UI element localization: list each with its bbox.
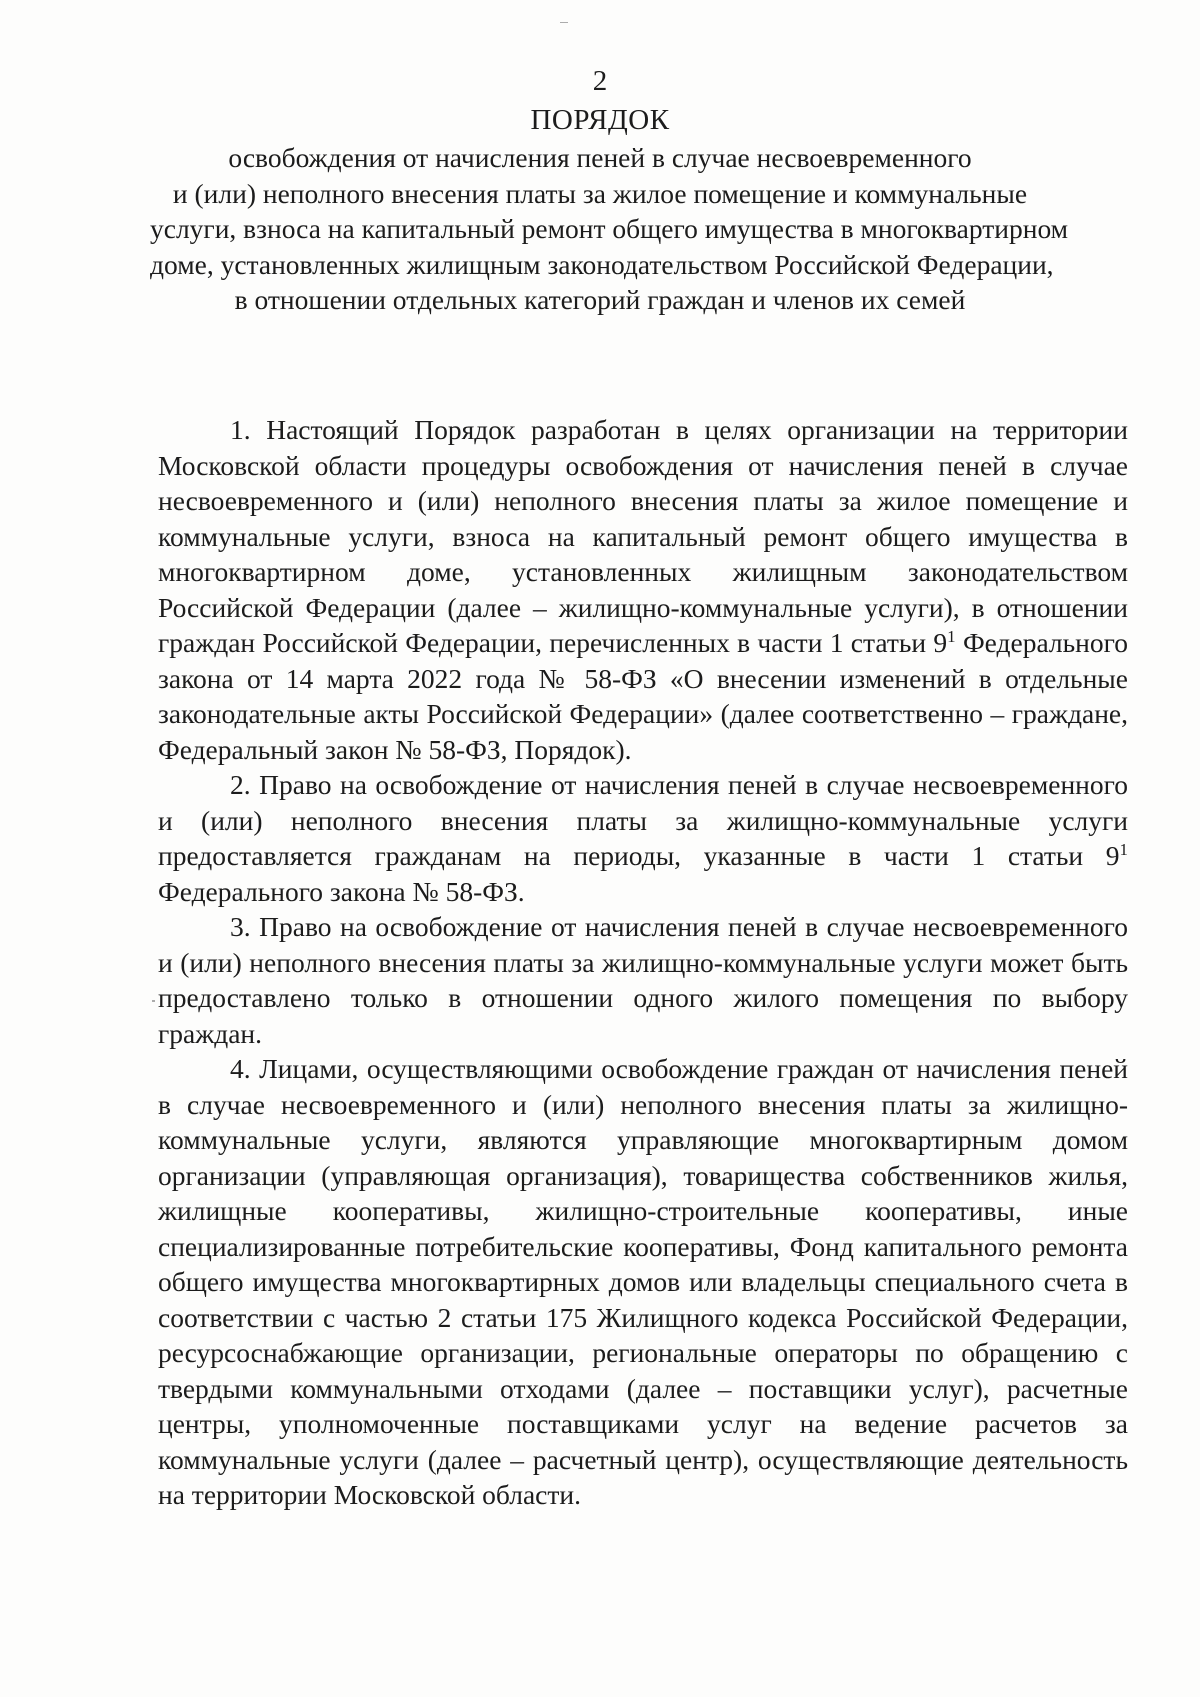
subtitle-line: доме, установленных жилищным законодательством Российской Федерации, [150, 248, 1054, 280]
subtitle-line: и (или) неполного внесения платы за жилое помещение и коммунальные [172, 177, 1028, 209]
paragraph-1 [158, 412, 1128, 767]
subtitle-line: в отношении отдельных категорий граждан и членов их семей [234, 284, 966, 315]
subtitle-line: освобождения от начисления пеней в случае несвоевременного [228, 142, 972, 173]
page-number: 2 [592, 65, 608, 97]
document-subtitle [150, 140, 1069, 318]
scan-speck [560, 22, 568, 23]
paragraph-4 [158, 1051, 1128, 1513]
paragraph-text: Федерального закона № 58-ФЗ. [158, 875, 525, 907]
paragraph-text: 1. Настоящий Порядок разработан в целях организации на территории Московской области процедуры освобождения от начисления пеней в случае несвоевременного и (или) неполного внесения платы за жилое помещение и коммунальные услуги, взноса на капитальный ремонт общего имущества в многоквартирном доме, установленных жилищным законодательством Российской Федерации (далее – жилищно-коммунальные услуги), в отношении граждан Российской Федерации, перечисленных в части 1 статьи 9 [158, 414, 1128, 658]
subtitle-line: услуги, взноса на капитальный ремонт общего имущества в многоквартирном [150, 213, 1069, 244]
paragraph-3 [158, 909, 1128, 1051]
paragraph-2 [158, 767, 1128, 909]
superscript: 1 [1119, 839, 1128, 859]
superscript: 1 [947, 626, 956, 646]
document-body [158, 412, 1128, 1513]
paragraph-text: 4. Лицами, осуществляющими освобождение граждан от начисления пеней в случае несвоевременного и (или) неполного внесения платы за жилищно-коммунальные услуги, являются управляющие многоквартирным домом организации (управляющая организация), товарищества собственников жилья, жилищные кооперативы, жилищно-строительные кооперативы, иные специализированные потребительские кооперативы, Фонд капитального ремонта общего имущества многоквартирных домов или владельцы специального счета в соответствии с частью 2 статьи 175 Жилищного кодекса Российской Федерации, ресурсоснабжающие организации, региональные операторы по обращению с твердыми коммунальными отходами (далее – поставщики услуг), расчетные центры, уполномоченные поставщиками услуг на ведение расчетов за коммунальные услуги (далее – расчетный центр), осуществляющие деятельность на территории Московской области. [158, 1053, 1128, 1510]
paragraph-text: Федерального закона от 14 марта 2022 года № 58-ФЗ «О внесении изменений в отдельные законодательные акты Российской Федерации» (далее соответственно – граждане, Федеральный закон № 58-ФЗ, Порядок). [158, 627, 1128, 765]
paragraph-text: 2. Право на освобождение от начисления пеней в случае несвоевременного и (или) неполного внесения платы за жилищно-коммунальные услуги предоставляется гражданам на периоды, указанные в части 1 статьи 9 [158, 769, 1128, 871]
paragraph-text: 3. Право на освобождение от начисления пеней в случае несвоевременного и (или) неполного внесения платы за жилищно-коммунальные услуги может быть предоставлено только в отношении одного жилого помещения по выбору граждан. [158, 911, 1128, 1049]
scan-speck [152, 1000, 155, 1002]
document-title: ПОРЯДОК [530, 104, 670, 136]
